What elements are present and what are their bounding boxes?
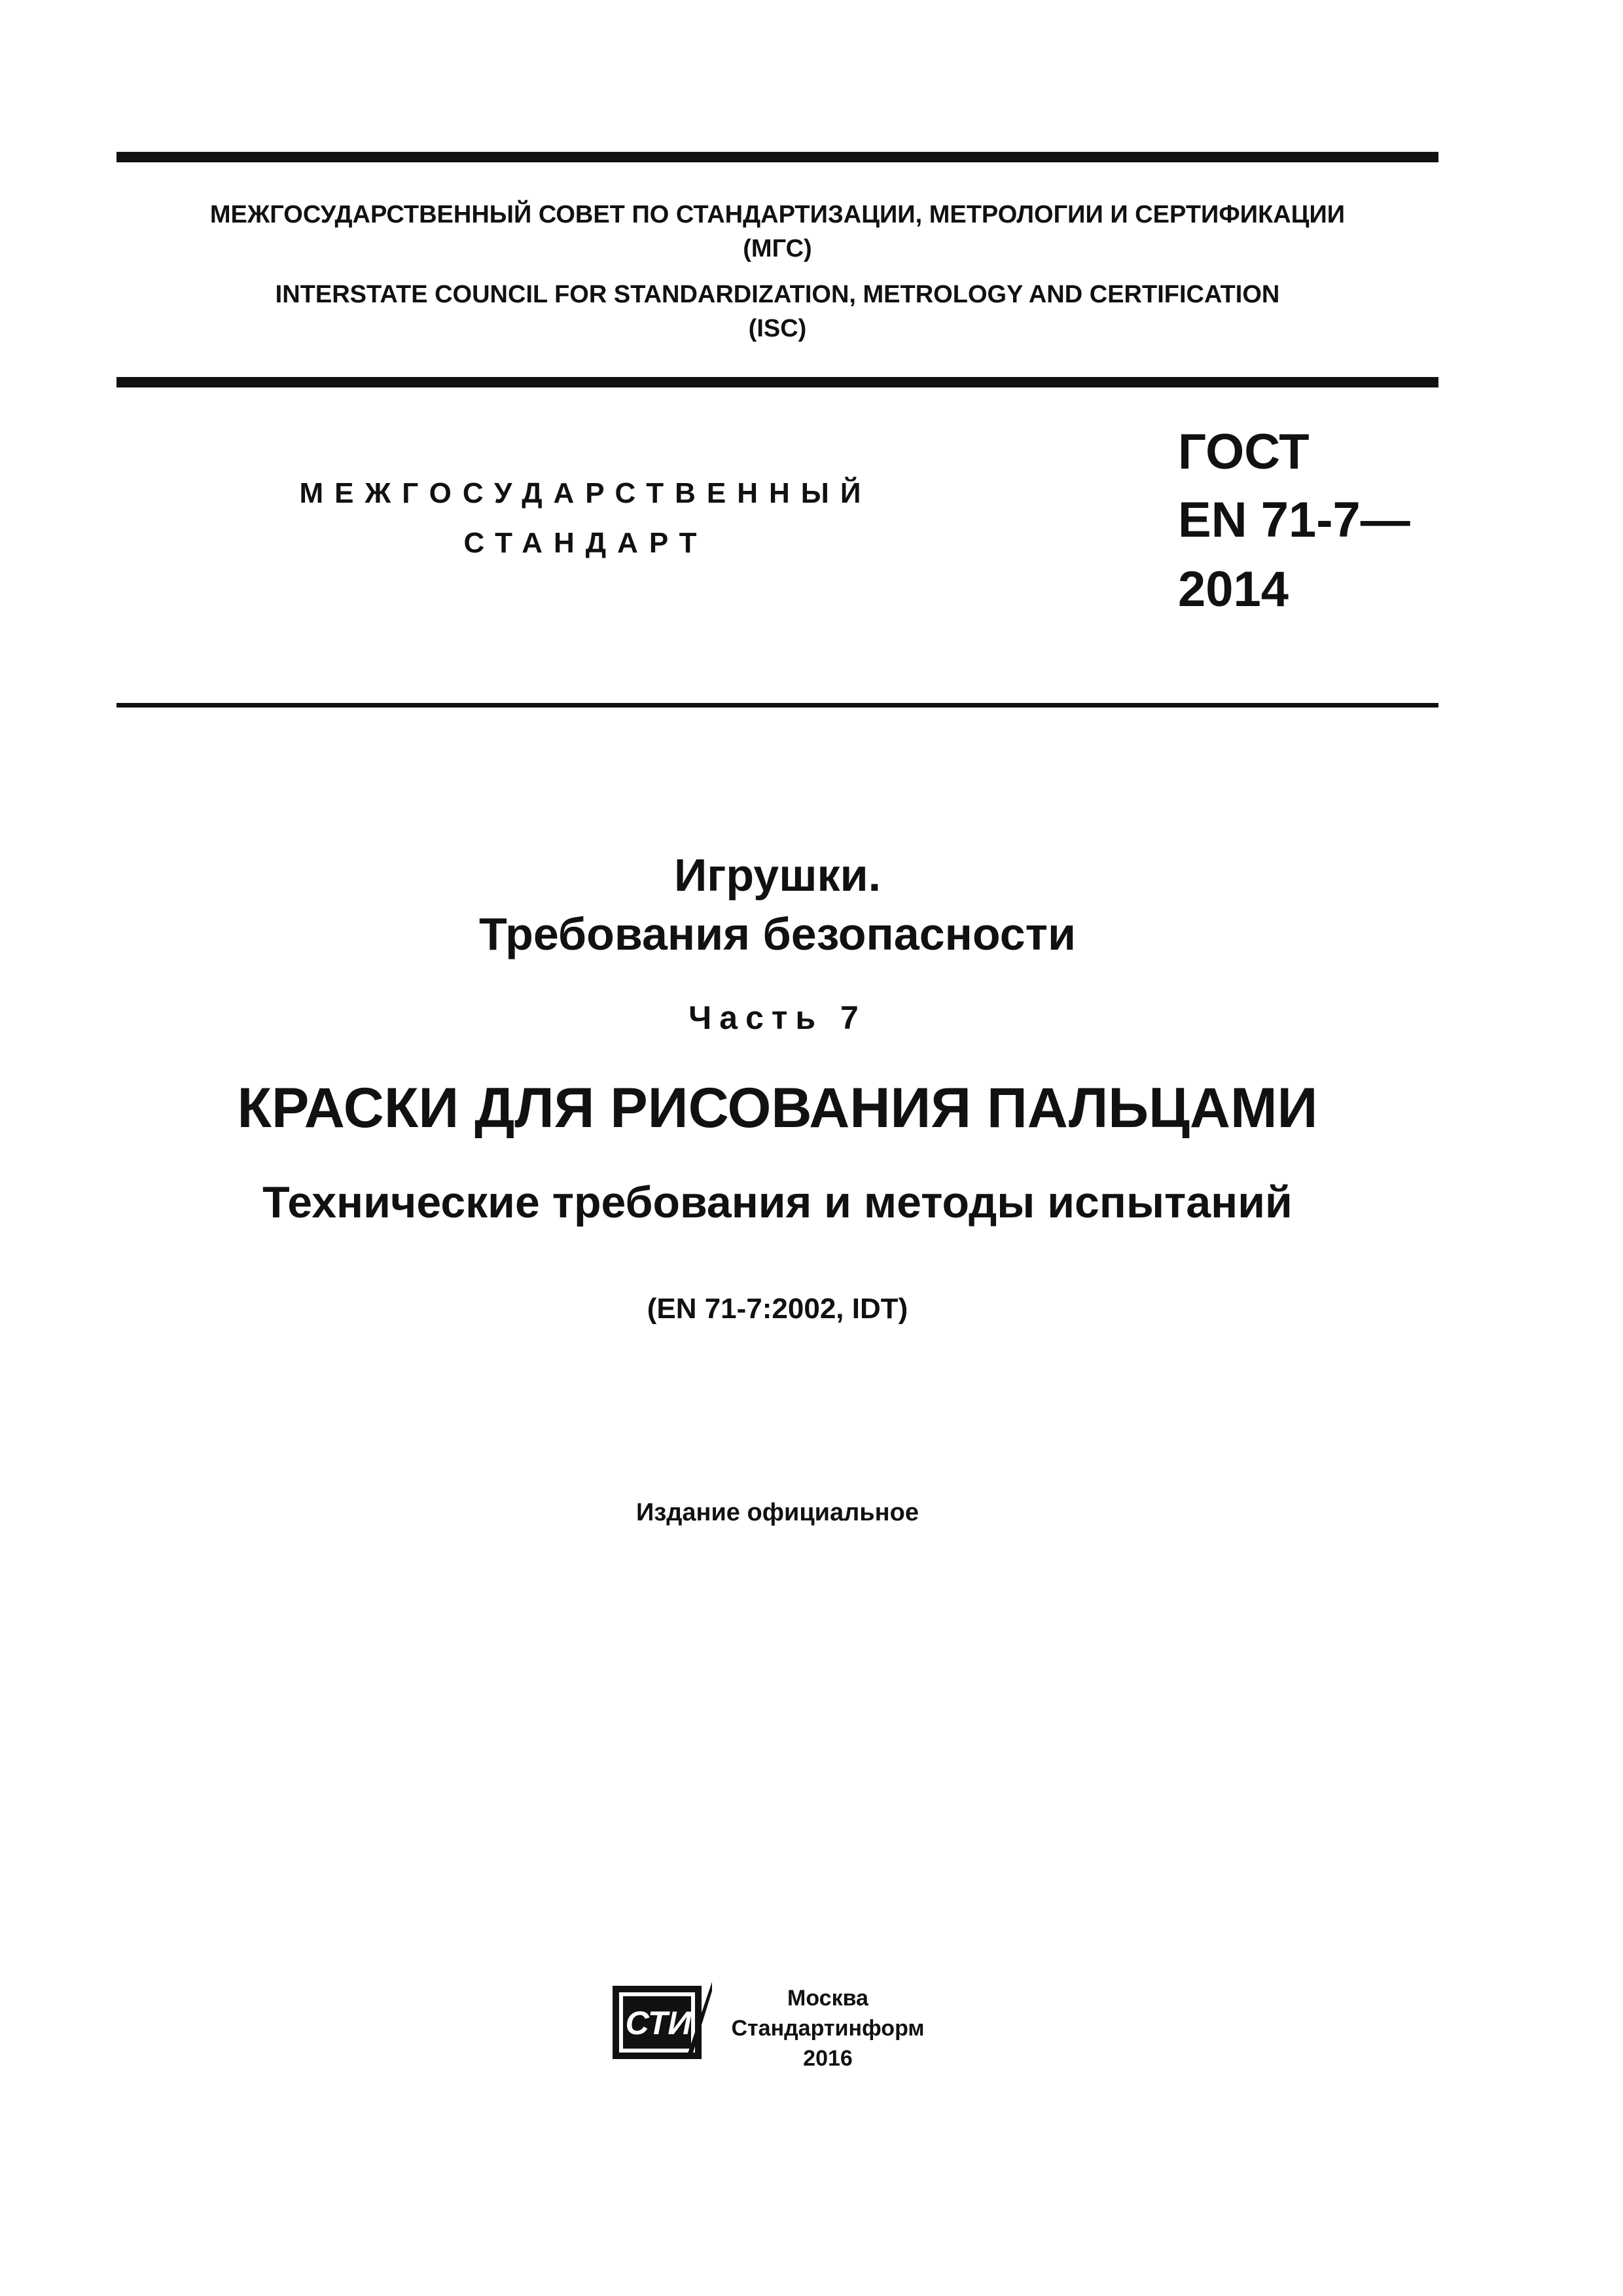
gost-designation-line-2: EN 71-7— bbox=[1178, 492, 1410, 548]
council-abbr-ru: (МГС) bbox=[743, 235, 812, 262]
document-title-line-1: Игрушки. bbox=[673, 850, 882, 901]
gost-designation-line-3: 2014 bbox=[1178, 562, 1289, 617]
document-part: Часть 7 bbox=[688, 999, 866, 1036]
standard-type-line-1: МЕЖГОСУДАРСТВЕННЫЙ bbox=[299, 477, 872, 509]
council-abbr-en: (ISC) bbox=[748, 315, 807, 342]
document-subtitle: Технические требования и методы испытаний bbox=[262, 1177, 1293, 1227]
designation-separator-rule bbox=[116, 703, 1438, 708]
header-top-rule bbox=[116, 152, 1438, 162]
council-name-en: INTERSTATE COUNCIL FOR STANDARDIZATION, METROLOGY AND CERTIFICATION bbox=[275, 281, 1280, 308]
document-title-line-2: Требования безопасности bbox=[479, 908, 1076, 960]
publication-year: 2016 bbox=[803, 2046, 853, 2071]
standartinform-logo-icon bbox=[613, 1982, 712, 2063]
logo-text: СТИ bbox=[625, 2005, 692, 2041]
publisher-city: Москва bbox=[787, 1986, 868, 2011]
council-name-ru: МЕЖГОСУДАРСТВЕННЫЙ СОВЕТ ПО СТАНДАРТИЗАЦИИ, МЕТРОЛОГИИ И СЕРТИФИКАЦИИ bbox=[209, 201, 1346, 228]
edition-note: Издание официальное bbox=[636, 1499, 919, 1526]
standard-type-line-2: СТАНДАРТ bbox=[463, 527, 708, 559]
gost-designation-line-1: ГОСТ bbox=[1178, 424, 1310, 480]
document-main-title: КРАСКИ ДЛЯ РИСОВАНИЯ ПАЛЬЦАМИ bbox=[237, 1077, 1318, 1139]
header-bottom-rule bbox=[116, 377, 1438, 387]
standard-reference: (EN 71-7:2002, IDT) bbox=[647, 1293, 908, 1325]
publisher-name: Стандартинформ bbox=[731, 2016, 925, 2041]
